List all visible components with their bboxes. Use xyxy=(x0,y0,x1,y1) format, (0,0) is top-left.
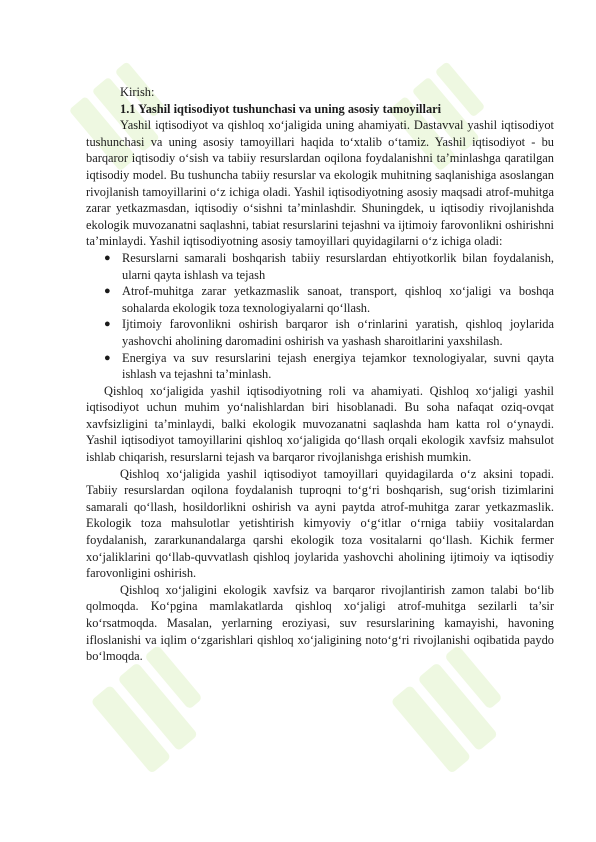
list-item xyxy=(86,283,554,316)
paragraph-3: Qishloq xo‘jaligida yashil iqtisodiyot tamoyillari quyidagilarda o‘z aksini topadi. Tabiiy resurslardan oqilona foydalanish tuproqni to‘g‘ri boshqarish, sug‘orish tizimlarini samarali qo‘llash, hosildorlikni oshirish va ayni paytda atrof-muhitga zarar yetkazmaslik. Ekologik toza mahsulotlar yetishtirish kimyoviy o‘g‘itlar o‘rniga tabiiy vositalardan foydalanish, zararkunandalarga qarshi ekologik toza vositalarni qo‘llash. Kichik fermer xo‘jaliklarini qo‘llab-quvvatlash qishloq joylarida yashovchi aholining ijtimoiy va iqtisodiy farovonligini oshirish. xyxy=(86,466,554,581)
bullet-icon: ● xyxy=(104,318,111,331)
list-item-text: Energiya va suv resurslarini tejash energiya tejamkor texnologiyalar, suvni qayta ishlash va tejashni ta’minlash. xyxy=(122,350,554,382)
list-item-text: Atrof-muhitga zarar yetkazmaslik sanoat, transport, qishloq xo‘jaligi va boshqa sohalarda ekologik toza texnologiyalarni qo‘llash. xyxy=(122,284,554,315)
bullet-icon: ● xyxy=(104,351,111,364)
principles-list xyxy=(86,250,554,383)
bullet-icon: ● xyxy=(104,251,111,264)
intro-label: Kirish: xyxy=(120,85,155,99)
bullet-icon: ● xyxy=(104,285,111,298)
paragraph-1: Yashil iqtisodiyot va qishloq xo‘jaligida uning ahamiyati. Dastavval yashil iqtisodiyot tushunchasi va uning asosiy tamoyillari haqida to‘xtalib o‘tamiz. Yashil iqtisodiyot - bu barqaror iqtisodiy o‘sish va tabiiy resurslardan oqilona foydalanishni ta’minlashga qaratilgan iqtisodiy model. Bu tushuncha tabiiy resurslar va ekologik muhitning saqlanishiga asoslangan rivojlanish tamoyillarini o‘z ichiga oladi. Yashil iqtisodiyotning asosiy maqsadi atrof-muhitga zarar yetkazmasdan, iqtisodiy o‘sishni ta’minlashdir. Shuningdek, u iqtisodiy rivojlanishda ekologik muvozanatni saqlashni, tabiat resurslarini tejashni va ijtimoiy farovonlikni oshirishni ta’minlaydi. Yashil iqtisodiyotning asosiy tamoyillari quyidagilarni o‘z ichiga oladi: xyxy=(86,118,554,249)
list-item-text: Ijtimoiy farovonlikni oshirish barqaror ish o‘rinlarini yaratish, qishloq joylarida yashovchi aholining daromadini oshirish va yashash sharoitlarini yaxshilash. xyxy=(122,317,554,348)
document-page xyxy=(86,84,554,665)
list-item xyxy=(86,316,554,349)
list-item xyxy=(86,350,554,383)
list-item xyxy=(86,250,554,283)
section-heading: 1.1 Yashil iqtisodiyot tushunchasi va uning asosiy tamoyillari xyxy=(120,101,442,116)
list-item-text: Resurslarni samarali boshqarish tabiiy resurslardan ehtiyotkorlik bilan foydalanish, ularni qayta ishlash va tejash xyxy=(122,250,554,282)
paragraph-2: Qishloq xo‘jaligida yashil iqtisodiyotning roli va ahamiyati. Qishloq xo‘jaligi yashil iqtisodiyot uchun muhim yo‘nalishlardan biri hisoblanadi. Bu soha nafaqat oziq-ovqat xavfsizligini ta’minlaydi, balki ekologik muvozanatni saqlashda ham katta rol o‘ynaydi. Yashil iqtisodiyot tamoyillarini qishloq xo‘jaligida qo‘llash orqali ekologik xavfsiz mahsulot ishlab chiqarish, resurslarni tejash va barqaror rivojlanishga erishish mumkin. xyxy=(86,383,554,465)
paragraph-4: Qishloq xo‘jaligini ekologik xavfsiz va barqaror rivojlantirish zamon talabi bo‘lib qolmoqda. Ko‘pgina mamlakatlarda qishloq xo‘jaligi atrof-muhitga sezilarli ta’sir ko‘rsatmoqda. Masalan, yerlarning eroziyasi, suv resurslarining kamayishi, havoning ifloslanishi va iqlim o‘zgarishlari qishloq xo‘jaligining noto‘g‘ri rivojlanishi oqibatida paydo bo‘lmoqda. xyxy=(86,582,554,664)
